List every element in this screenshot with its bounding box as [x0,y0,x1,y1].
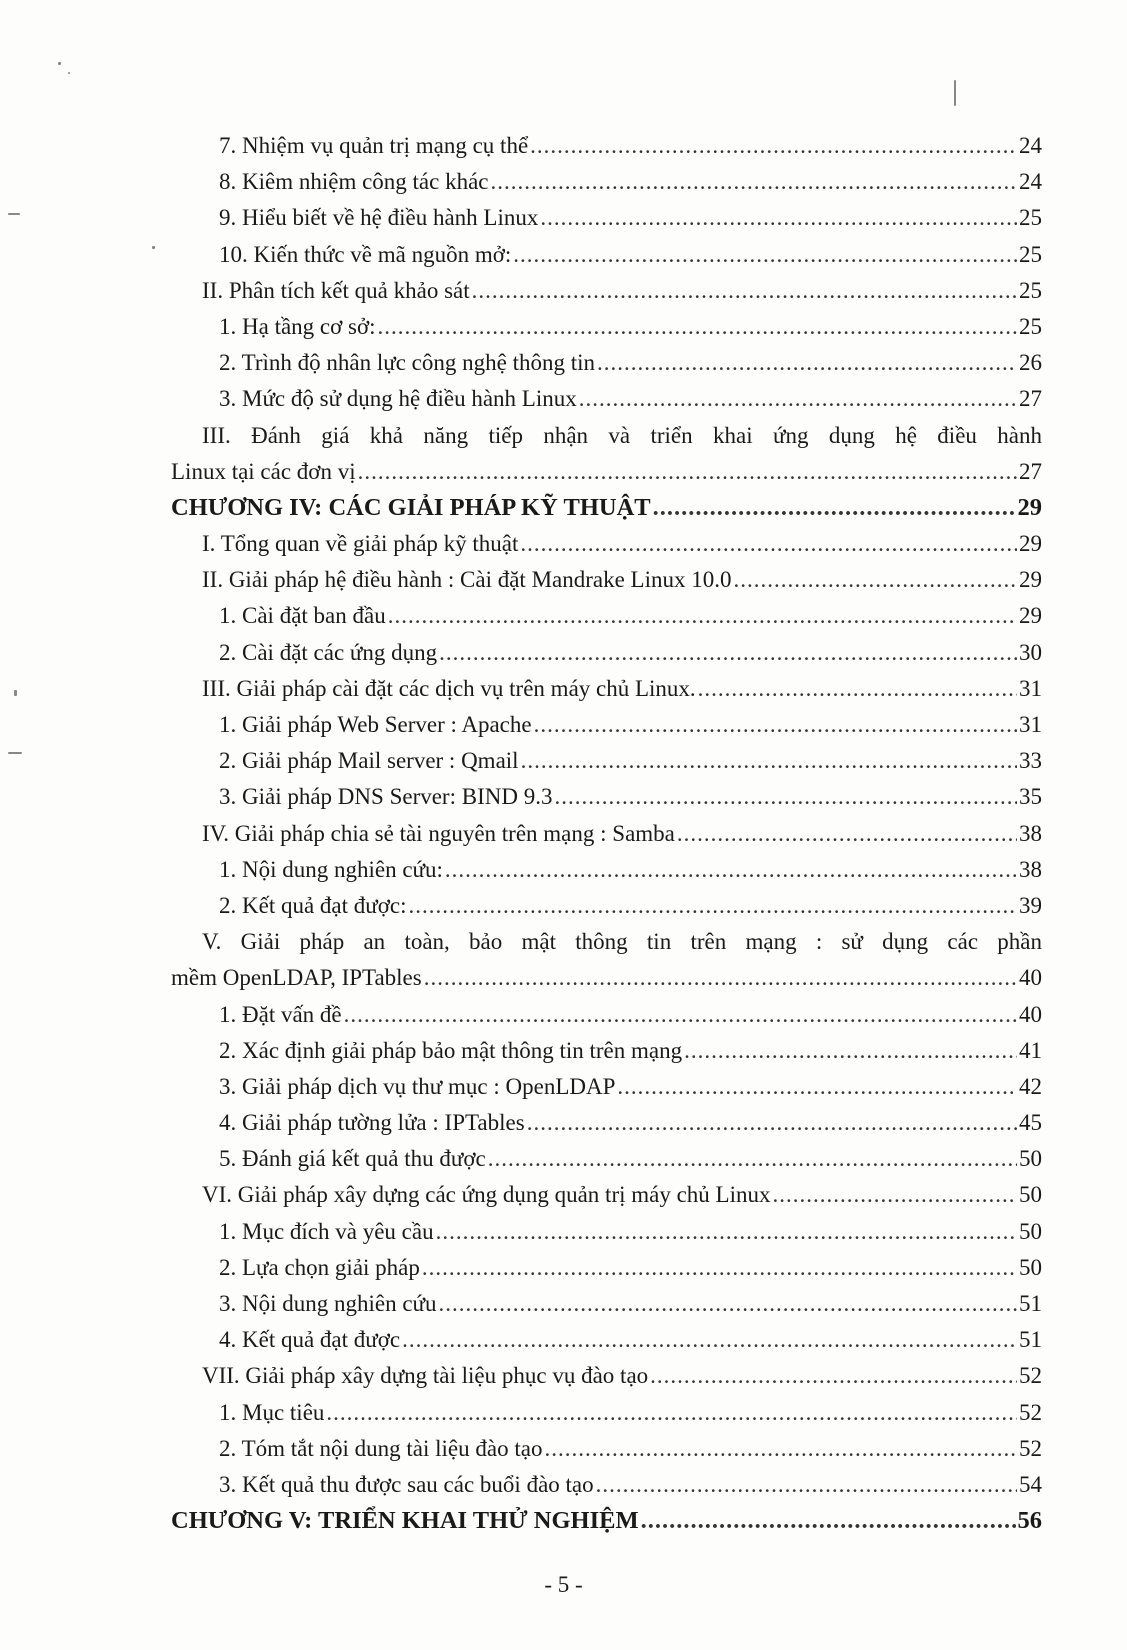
toc-entry-label: 1. Cài đặt ban đầu [219,603,386,629]
toc-entry[interactable] [0,1069,1127,1105]
toc-entry[interactable] [0,743,1127,779]
toc-page-number: 27 [1019,458,1042,484]
toc-entry-line [0,924,1127,960]
toc-entry-label: 1. Nội dung nghiên cứu: [219,856,443,882]
toc-page-number: 24 [1019,169,1042,195]
scan-speck [68,72,70,74]
table-of-contents [0,128,1127,1539]
toc-entry-label: 1. Mục đích và yêu cầu [219,1218,434,1244]
toc-page-number: 40 [1019,1001,1042,1027]
scan-speck [954,80,956,106]
toc-entry[interactable] [0,816,1127,852]
toc-chapter-entry[interactable] [0,490,1127,526]
leader-dots [534,707,1017,743]
toc-entry[interactable] [0,200,1127,236]
leader-dots [544,1431,1017,1467]
leader-dots [424,960,1017,996]
toc-entry-label: 3. Mức độ sử dụng hệ điều hành Linux [219,386,577,412]
leader-dots [402,1322,1017,1358]
toc-entry[interactable] [0,1467,1127,1503]
leader-dots [677,816,1017,852]
toc-entry-label: 2. Giải pháp Mail server : Qmail [219,748,519,774]
toc-entry[interactable] [0,997,1127,1033]
toc-entry[interactable] [0,635,1127,671]
toc-entry[interactable] [0,526,1127,562]
scan-speck [14,690,17,696]
toc-entry[interactable] [0,779,1127,815]
leader-dots [344,997,1017,1033]
leader-dots [684,1033,1017,1069]
toc-page-number: 40 [1019,965,1042,991]
toc-entry-label: IV. Giải pháp chia sẻ tài nguyên trên mạng : Samba [202,820,675,846]
toc-entry-label: Linux tại các đơn vị [171,458,356,484]
toc-page-number: 29 [1019,567,1042,593]
toc-entry-label: mềm OpenLDAP, IPTables [171,965,422,991]
leader-dots [521,743,1017,779]
toc-page-number: 45 [1019,1110,1042,1136]
toc-entry-label: II. Phân tích kết quả khảo sát [202,277,470,303]
toc-page-number: 27 [1019,386,1042,412]
toc-entry-label: 3. Giải pháp dịch vụ thư mục : OpenLDAP [219,1073,616,1099]
toc-entry[interactable] [0,128,1127,164]
scan-speck [58,62,61,65]
toc-entry[interactable] [0,1358,1127,1394]
toc-page-number: 50 [1019,1254,1042,1280]
toc-page-number: 54 [1019,1471,1042,1497]
toc-page-number: 35 [1019,784,1042,810]
leader-dots [734,562,1018,598]
toc-entry[interactable] [0,1322,1127,1358]
toc-entry-label: CHƯƠNG IV: CÁC GIẢI PHÁP KỸ THUẬT [171,493,651,521]
toc-entry-label: 2. Xác định giải pháp bảo mật thông tin trên mạng [219,1037,683,1063]
toc-entry-label: 3. Nội dung nghiên cứu [219,1291,437,1316]
leader-dots [641,1503,1016,1539]
page-number: - 5 - [544,1572,583,1597]
toc-entry-label: 3. Giải pháp DNS Server: BIND 9.3 [219,784,553,810]
toc-entry[interactable] [0,1177,1127,1213]
toc-entry[interactable] [0,707,1127,743]
toc-entry[interactable] [0,852,1127,888]
leader-dots [439,1286,1017,1322]
toc-entry[interactable] [0,1214,1127,1250]
toc-entry-label: III. Giải pháp cài đặt các dịch vụ trên máy chủ Linux. [202,675,696,701]
toc-entry-label: 8. Kiêm nhiệm công tác khác [219,169,489,195]
toc-page-number: 25 [1019,241,1042,267]
leader-dots [472,273,1017,309]
toc-page-number: 42 [1019,1073,1042,1099]
toc-page-number: 25 [1019,205,1042,231]
toc-entry-label: 2. Cài đặt các ứng dụng [219,639,438,665]
leader-dots [653,490,1016,526]
toc-entry[interactable] [0,381,1127,417]
toc-page-number: 31 [1019,712,1042,737]
leader-dots [596,1467,1017,1503]
toc-entry[interactable] [0,345,1127,381]
toc-chapter-entry[interactable] [0,1503,1127,1539]
scan-speck [8,752,22,754]
toc-page-number: 50 [1019,1218,1042,1244]
leader-dots [436,1214,1017,1250]
toc-entry-label: VII. Giải pháp xây dựng tài liệu phục vụ đào tạo [202,1363,649,1389]
toc-entry-label: 7. Nhiệm vụ quản trị mạng cụ thể [219,133,529,158]
leader-dots [540,200,1017,236]
toc-page-number: 29 [1017,493,1042,521]
toc-page-number: 52 [1019,1435,1042,1461]
leader-dots [488,1141,1017,1177]
toc-entry[interactable] [0,562,1127,598]
scan-speck [8,213,20,215]
toc-entry[interactable] [0,1286,1127,1322]
toc-entry-label: 4. Giải pháp tường lửa : IPTables [219,1110,525,1136]
leader-dots [445,852,1017,888]
toc-entry-line [0,418,1127,454]
toc-entry[interactable] [0,1105,1127,1141]
leader-dots [513,237,1017,273]
toc-entry[interactable] [0,309,1127,345]
leader-dots [326,1395,1017,1431]
toc-page-number: 24 [1019,133,1042,158]
toc-entry[interactable] [0,888,1127,924]
toc-page-number: 51 [1019,1327,1042,1353]
leader-dots [698,671,1017,707]
toc-page-number: 33 [1019,748,1042,774]
scan-speck [152,246,155,249]
toc-entry-label: CHƯƠNG V: TRIỂN KHAI THỬ NGHIỆM [171,1507,639,1535]
toc-page-number: 38 [1019,820,1042,846]
toc-entry-label: VI. Giải pháp xây dựng các ứng dụng quản trị máy chủ Linux [202,1182,771,1208]
toc-entry[interactable] [0,1395,1127,1431]
leader-dots [520,526,1017,562]
toc-page-number: 51 [1019,1291,1042,1316]
leader-dots [439,635,1017,671]
toc-entry-label: 2. Tóm tắt nội dung tài liệu đào tạo [219,1435,543,1461]
toc-entry-label: I. Tổng quan về giải pháp kỹ thuật [202,531,519,557]
toc-page-number: 39 [1019,892,1042,918]
toc-entry-label: 4. Kết quả đạt được [219,1327,401,1353]
toc-entry-label: 3. Kết quả thu được sau các buổi đào tạo [219,1471,594,1497]
leader-dots [378,309,1017,345]
leader-dots [491,164,1017,200]
toc-entry-label: 2. Trình độ nhân lực công nghệ thông tin [219,350,595,376]
toc-entry[interactable] [0,671,1127,707]
toc-page-number: 50 [1019,1182,1042,1208]
toc-entry-label: 10. Kiến thức về mã nguồn mở: [219,241,512,267]
toc-page-number: 29 [1019,531,1042,557]
toc-entry-label: 2. Kết quả đạt được: [219,892,407,918]
leader-dots [773,1177,1018,1213]
toc-page-number: 26 [1019,350,1042,376]
leader-dots [597,345,1017,381]
toc-entry-label: 1. Giải pháp Web Server : Apache [219,712,532,737]
toc-page-number: 50 [1019,1146,1042,1172]
toc-page-number: 52 [1019,1363,1042,1389]
toc-entry-label: 1. Đặt vấn đề [219,1001,342,1027]
toc-entry-label: II. Giải pháp hệ điều hành : Cài đặt Mandrake Linux 10.0 [202,567,732,593]
toc-entry[interactable] [0,454,1127,490]
toc-page-number: 56 [1017,1507,1042,1535]
toc-entry[interactable] [0,1250,1127,1286]
toc-page-number: 29 [1019,603,1042,629]
leader-dots [422,1250,1017,1286]
toc-page-number: 41 [1019,1037,1042,1063]
toc-page-number: 52 [1019,1399,1042,1425]
toc-entry[interactable] [0,273,1127,309]
toc-entry-label: 5. Đánh giá kết quả thu được [219,1146,486,1172]
toc-entry[interactable] [0,960,1127,996]
toc-entry-label: 1. Mục tiêu [219,1399,325,1425]
toc-entry[interactable] [0,598,1127,634]
toc-entry-label: 9. Hiểu biết về hệ điều hành Linux [219,205,539,231]
leader-dots [650,1358,1017,1394]
toc-page-number: 38 [1019,856,1042,882]
leader-dots [527,1105,1017,1141]
leader-dots [617,1069,1017,1105]
toc-page-number: 30 [1019,639,1042,665]
toc-entry[interactable] [0,1431,1127,1467]
toc-entry[interactable] [0,237,1127,273]
toc-entry-label: 1. Hạ tầng cơ sở: [219,313,376,339]
toc-entry[interactable] [0,1141,1127,1177]
toc-entry-label: V. Giải pháp an toàn, bảo mật thông tin trên mạng : sử dụng các phần [202,929,1042,955]
toc-entry-label: 2. Lựa chọn giải pháp [219,1254,420,1280]
toc-entry[interactable] [0,164,1127,200]
toc-page-number: 31 [1019,675,1042,701]
leader-dots [579,381,1017,417]
leader-dots [388,598,1017,634]
leader-dots [358,454,1017,490]
leader-dots [554,779,1017,815]
leader-dots [530,128,1017,164]
toc-entry-label: III. Đánh giá khả năng tiếp nhận và triển khai ứng dụng hệ điều hành [202,422,1042,448]
toc-page-number: 25 [1019,277,1042,303]
toc-entry[interactable] [0,1033,1127,1069]
leader-dots [409,888,1018,924]
toc-page-number: 25 [1019,313,1042,339]
